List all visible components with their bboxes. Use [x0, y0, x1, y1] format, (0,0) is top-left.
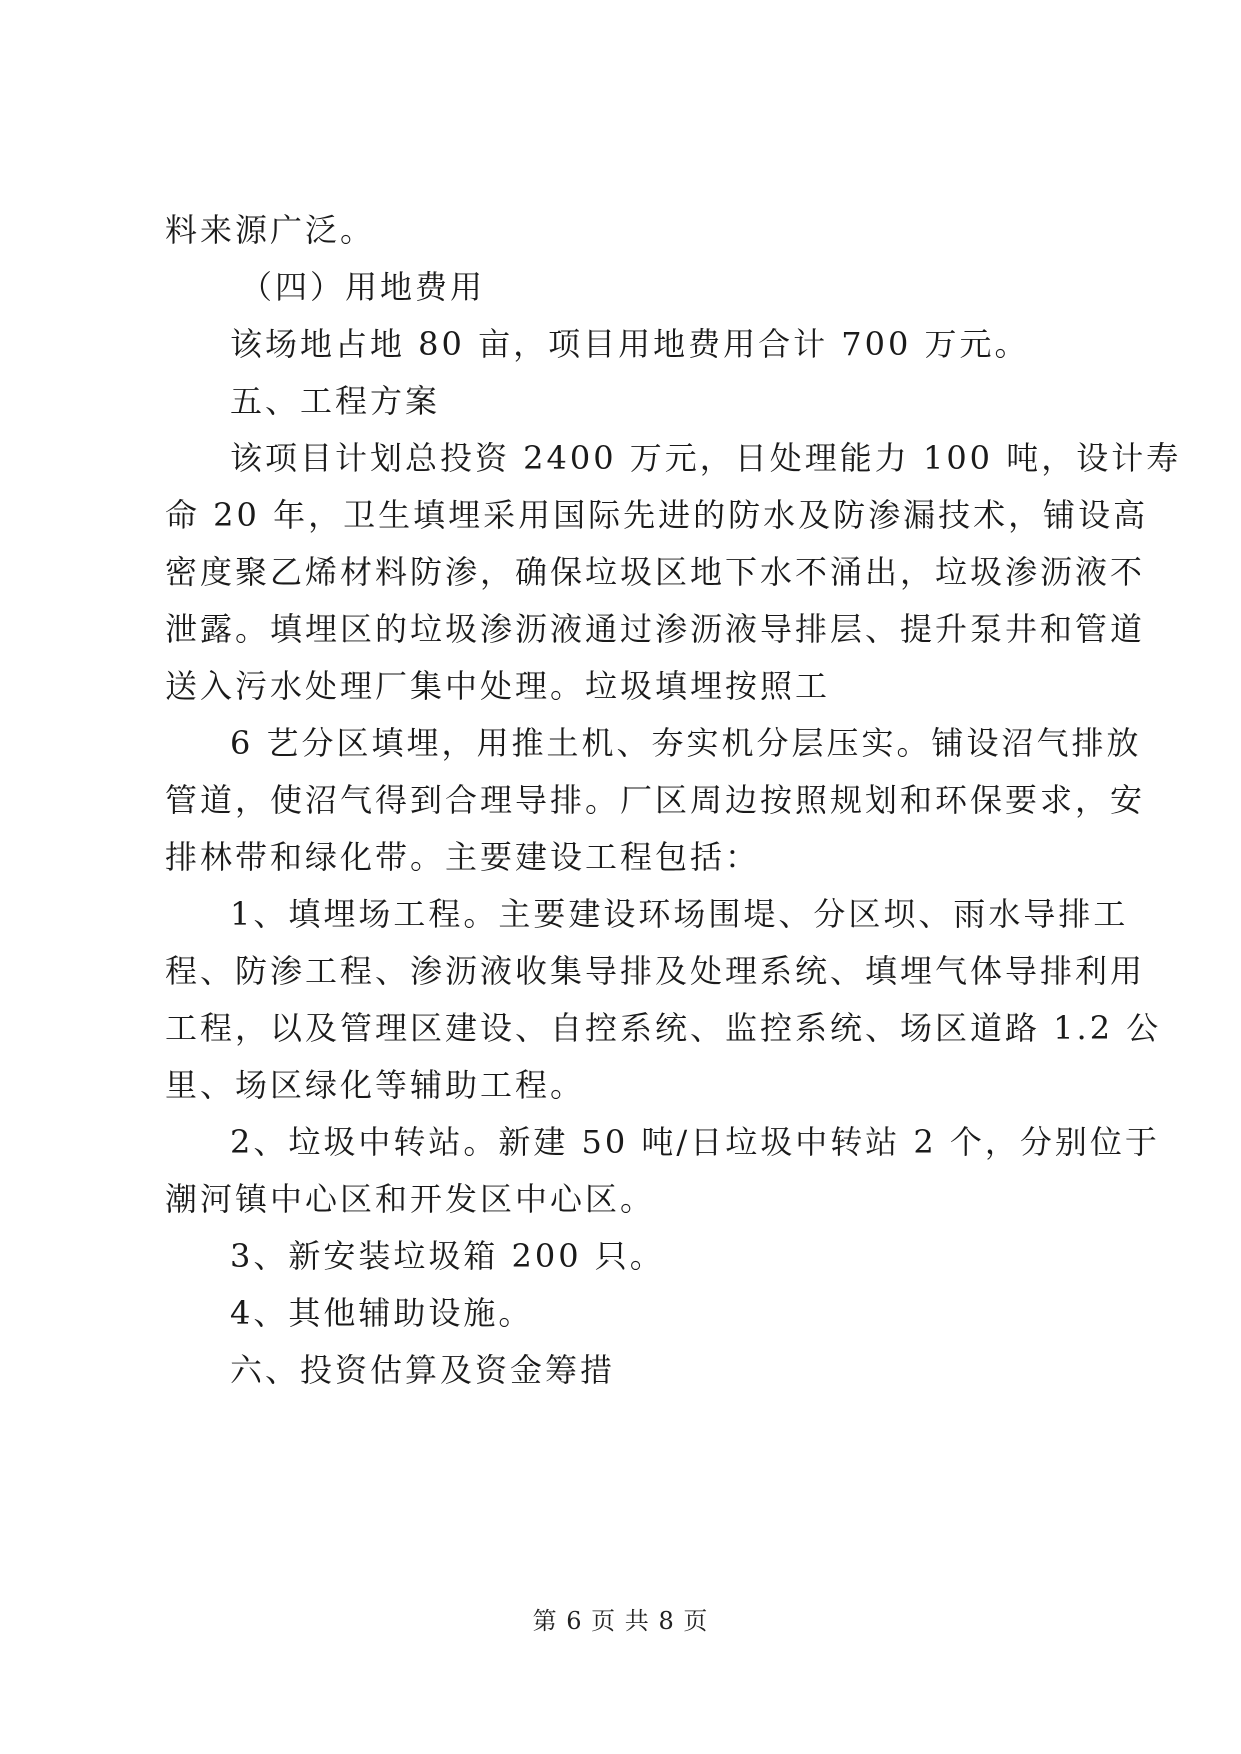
- body-line: 泄露。填埋区的垃圾渗沥液通过渗沥液导排层、提升泵井和管道: [165, 610, 1146, 648]
- page-footer: 第 6 页 共 8 页: [532, 1607, 709, 1635]
- body-line: 里、场区绿化等辅助工程。: [165, 1066, 586, 1104]
- section-heading: 六、投资估算及资金筹措: [230, 1351, 616, 1389]
- body-line: 送入污水处理厂集中处理。垃圾填埋按照工: [165, 667, 831, 705]
- section-heading: （四）用地费用: [240, 268, 486, 306]
- body-line: 密度聚乙烯材料防渗，确保垃圾区地下水不涌出，垃圾渗沥液不: [165, 553, 1146, 591]
- section-heading: 五、工程方案: [230, 382, 441, 420]
- body-line: 潮河镇中心区和开发区中心区。: [165, 1180, 656, 1218]
- list-item: 2、垃圾中转站。新建 50 吨/日垃圾中转站 2 个，分别位于: [230, 1123, 1160, 1161]
- body-line: 该项目计划总投资 2400 万元，日处理能力 100 吨，设计寿: [230, 439, 1182, 477]
- list-item: 1、填埋场工程。主要建设环场围堤、分区坝、雨水导排工: [230, 895, 1129, 933]
- body-line: 命 20 年，卫生填埋采用国际先进的防水及防渗漏技术，铺设高: [165, 496, 1149, 534]
- body-line: 该场地占地 80 亩，项目用地费用合计 700 万元。: [230, 325, 1030, 363]
- list-item: 3、新安装垃圾箱 200 只。: [230, 1237, 665, 1275]
- body-line: 6 艺分区填埋，用推土机、夯实机分层压实。铺设沼气排放: [230, 724, 1142, 762]
- body-line: 程、防渗工程、渗沥液收集导排及处理系统、填埋气体导排利用: [165, 952, 1146, 990]
- list-item: 4、其他辅助设施。: [230, 1294, 534, 1332]
- body-line: 管道，使沼气得到合理导排。厂区周边按照规划和环保要求，安: [165, 781, 1146, 819]
- body-line: 料来源广泛。: [165, 211, 376, 249]
- body-line: 工程，以及管理区建设、自控系统、监控系统、场区道路 1.2 公: [165, 1009, 1162, 1047]
- body-line: 排林带和绿化带。主要建设工程包括：: [165, 838, 761, 876]
